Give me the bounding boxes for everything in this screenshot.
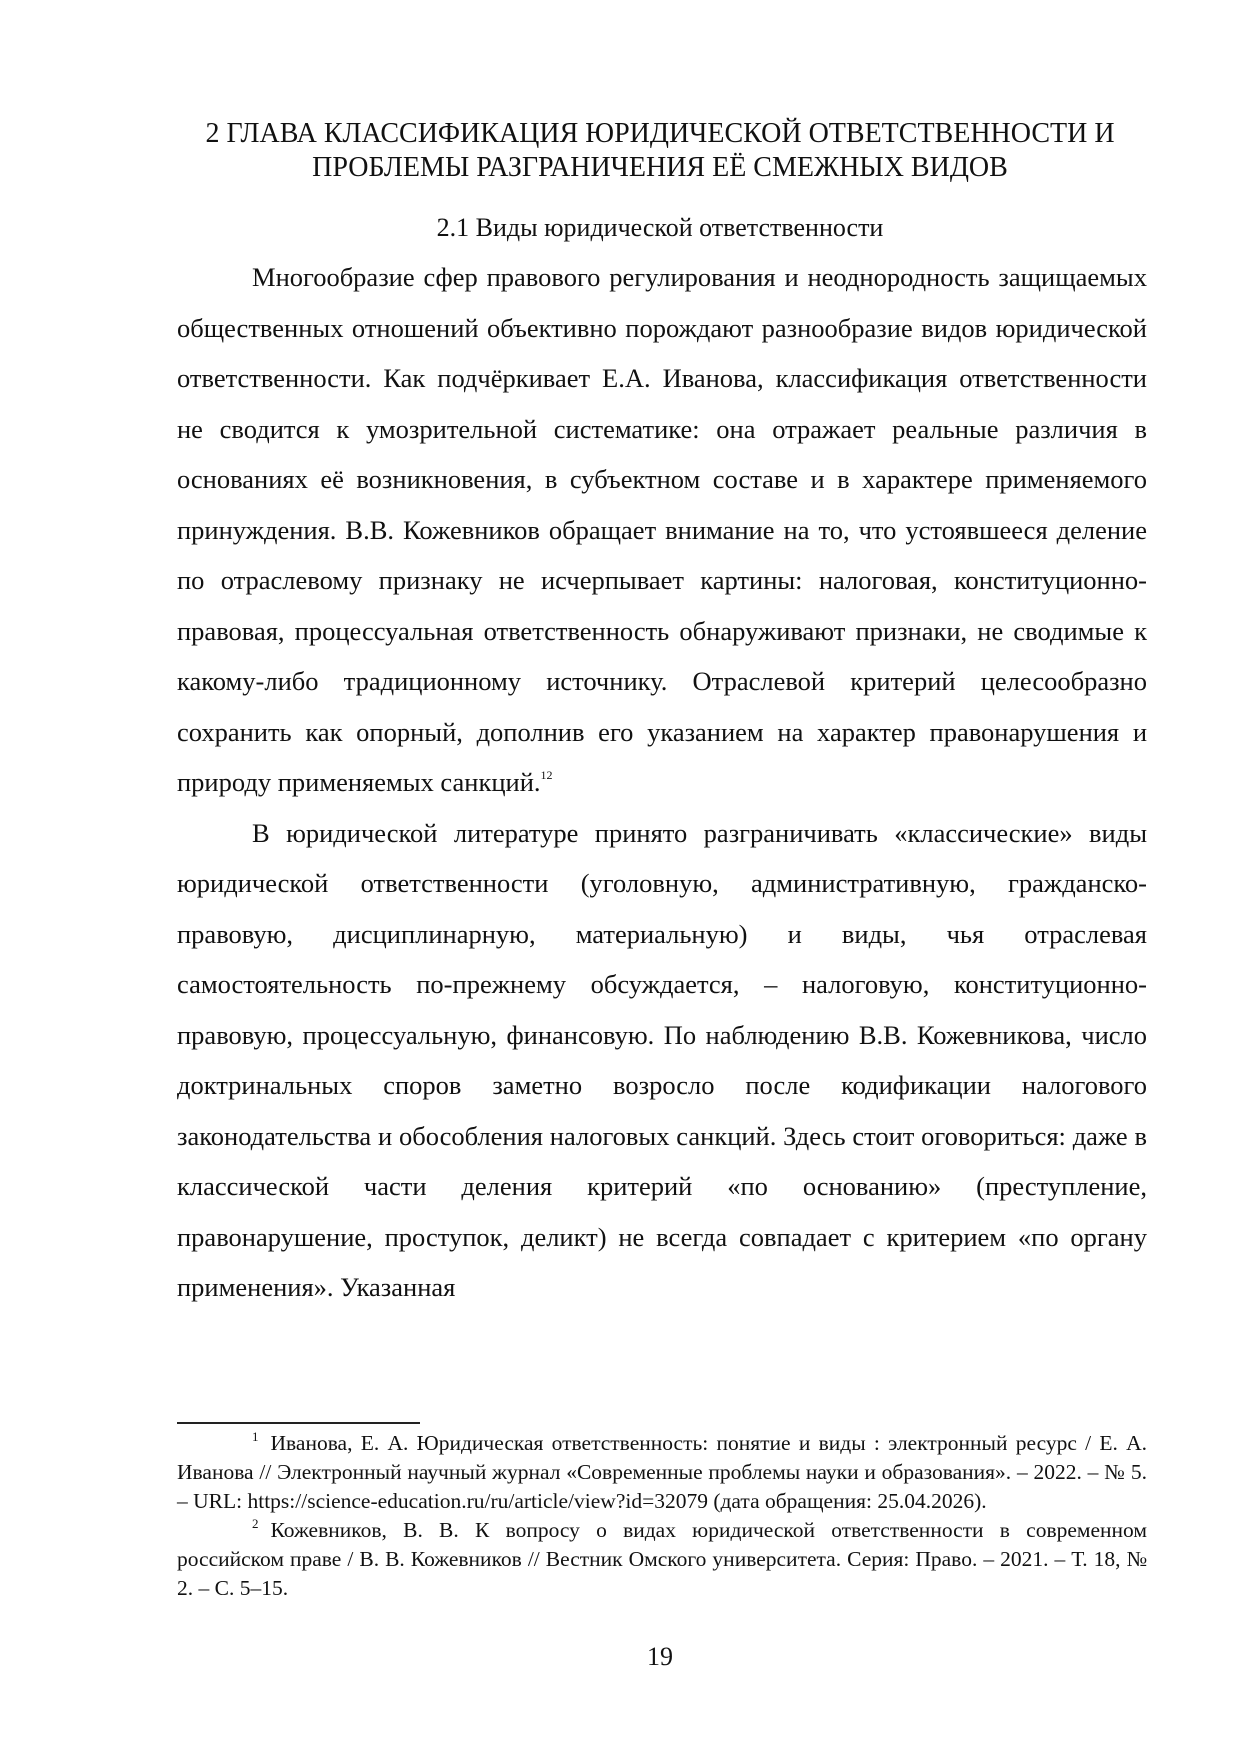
body-text — [177, 252, 1147, 1313]
paragraph-1-text: Многообразие сфер правового регулирования и неоднородность защищаемых общественных отношений объективно порождают разнообразие видов юридической ответственности. Как подчёркивает Е.А. Иванова, классификация ответственности не сводится к умозрительной систематике: она отражает реальные различия в основаниях её возникновения, в субъектном составе и в характере применяемого принуждения. В.В. Кожевников обращает внимание на то, что устоявшееся деление по отраслевому признаку не исчерпывает картины: налоговая, конституционно-правовая, процессуальная ответственность обнаруживают признаки, не сводимые к какому-либо традиционному источнику. Отраслевой критерий целесообразно сохранить как опорный, дополнив его указанием на характер правонарушения и природу применяемых санкций. — [177, 262, 1147, 797]
footnote-1-mark: 1 — [252, 1429, 259, 1444]
footnote-1 — [177, 1429, 1147, 1516]
footnote-1-text: Иванова, Е. А. Юридическая ответственность: понятие и виды : электронный ресурс / Е. А. Иванова // Электронный научный журнал «Современные проблемы науки и образования». – 2022. – № 5. – URL: https://science-education.ru/ru/article/view?id=32079 (дата обращения: 25.04.2026). — [177, 1431, 1147, 1513]
footnote-reference: 12 — [540, 768, 553, 782]
page-number: 19 — [647, 1642, 673, 1671]
section-title: 2.1 Виды юридической ответственности — [436, 213, 884, 242]
footnote-divider — [177, 1422, 420, 1424]
footnote-2 — [177, 1516, 1147, 1603]
paragraph-2: В юридической литературе принято разграничивать «классические» виды юридической ответственности (уголовную, административную, гражданско-правовую, дисциплинарную, материальную) и виды, чья отраслевая самостоятельность по-прежнему обсуждается, – налоговую, конституционно-правовую, процессуальную, финансовую. По наблюдению В.В. Кожевникова, число доктринальных споров заметно возросло после кодификации налогового законодательства и обособления налоговых санкций. Здесь стоит оговориться: даже в классической части деления критерий «по основанию» (преступление, правонарушение, проступок, деликт) не всегда совпадает с критерием «по органу применения». Указанная — [177, 817, 1147, 1302]
chapter-title-line-1: 2 ГЛАВА КЛАССИФИКАЦИЯ ЮРИДИЧЕСКОЙ ОТВЕТСТВЕННОСТИ И — [205, 118, 1115, 149]
chapter-title-line-2: ПРОБЛЕМЫ РАЗГРАНИЧЕНИЯ ЕЁ СМЕЖНЫХ ВИДОВ — [312, 152, 1008, 183]
paragraph-1 — [177, 252, 1147, 808]
chapter-title — [160, 117, 1160, 185]
footnote-2-text: Кожевников, В. В. К вопросу о видах юридической ответственности в современном российском праве / В. В. Кожевников // Вестник Омского университета. Серия: Право. – 2021. – Т. 18, № 2. – С. 5–15. — [177, 1518, 1147, 1600]
footnotes — [177, 1429, 1147, 1603]
footnote-2-mark: 2 — [252, 1516, 259, 1531]
